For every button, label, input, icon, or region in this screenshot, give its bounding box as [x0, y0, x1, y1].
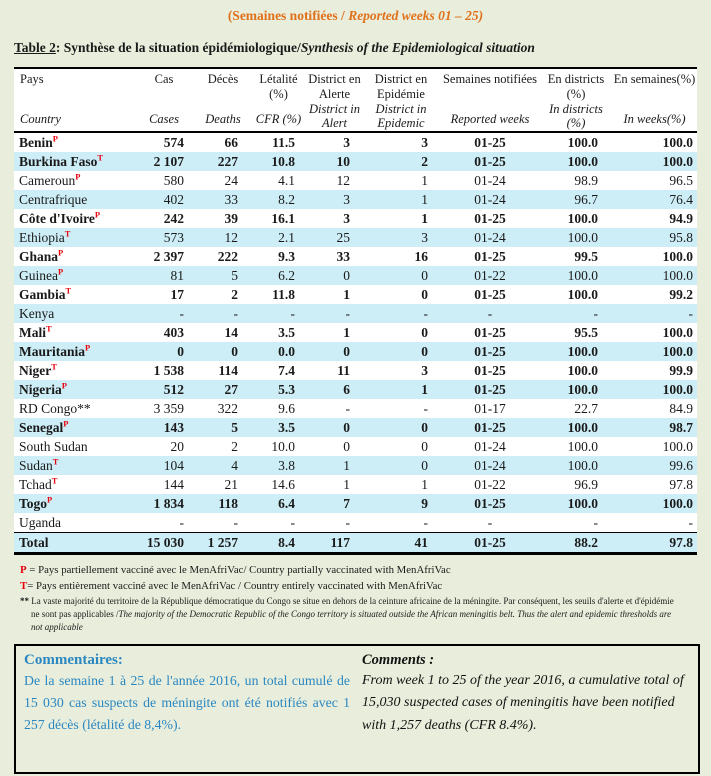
value-cell: 2 — [421, 154, 428, 169]
table-header — [14, 68, 697, 132]
column-header — [307, 68, 362, 132]
value-cell: 9.6 — [278, 401, 295, 416]
value-cell: 3 — [421, 363, 428, 378]
value-cell: 5 — [231, 268, 238, 283]
table-row — [14, 380, 697, 399]
value-cell: 01-24 — [474, 458, 506, 473]
country-name-cell: Centrafrique — [19, 192, 88, 207]
value-cell: - — [593, 306, 598, 321]
vaccination-status-mark: P — [75, 171, 81, 182]
column-header — [540, 68, 612, 132]
value-cell: 9.3 — [278, 249, 295, 264]
column-header — [132, 68, 196, 132]
country-name-cell: Senegal$^P$ — [19, 418, 69, 435]
column-header — [250, 68, 307, 132]
value-cell: 242 — [163, 211, 184, 226]
comments-title-en: Comments : — [362, 651, 435, 668]
country-name-cell: Mauritania$^P$ — [19, 342, 91, 359]
column-header-en: In districts (%) — [549, 101, 603, 131]
column-header — [196, 68, 250, 132]
value-cell: 01-22 — [474, 477, 506, 492]
value-cell: 84.9 — [669, 401, 693, 416]
value-cell: 01-25 — [474, 325, 506, 340]
table-row — [14, 475, 697, 494]
column-header-fr: District en Alerte — [308, 72, 361, 101]
table-row — [14, 209, 697, 228]
value-cell: 3 — [421, 230, 428, 245]
value-cell: 1 — [421, 477, 428, 492]
country-name-cell: RD Congo** — [19, 401, 91, 416]
value-cell: 100.0 — [567, 211, 598, 226]
value-cell: 01-25 — [474, 535, 506, 550]
value-cell: 10.8 — [271, 154, 295, 169]
value-cell: 98.9 — [574, 173, 598, 188]
value-cell: 100.0 — [662, 154, 693, 169]
value-cell: 5 — [231, 420, 238, 435]
value-cell: 1 — [343, 477, 350, 492]
comments-body-fr: De la semaine 1 à 25 de l'année 2016, un total cumulé de 15 030 cas suspects de méningite ont été notifiés avec 1 257 décès (létalité de 8,4%). — [24, 672, 350, 733]
value-cell: 100.0 — [567, 230, 598, 245]
footnote-entirely-vaccinated — [20, 578, 697, 594]
column-header-fr: Cas — [154, 72, 174, 86]
table-row — [14, 247, 697, 266]
country-name-cell: Tchad$^T$ — [19, 475, 58, 492]
country-name-cell: Ghana$^P$ — [19, 247, 64, 264]
value-cell: 01-22 — [474, 268, 506, 283]
value-cell: 100.0 — [567, 135, 598, 150]
epidemiological-table — [14, 67, 697, 555]
country-table-body — [14, 132, 697, 554]
value-cell: 0 — [177, 344, 184, 359]
value-cell: 10.0 — [271, 439, 295, 454]
value-cell: 0 — [421, 344, 428, 359]
total-row — [14, 533, 697, 554]
country-name-cell: Nigeria$^P$ — [19, 380, 67, 397]
footnote-p-sep: = — [26, 564, 39, 576]
value-cell: 118 — [218, 496, 238, 511]
table-row — [14, 152, 697, 171]
value-cell: 100.0 — [662, 249, 693, 264]
column-header — [362, 68, 440, 132]
vaccination-status-mark: P — [94, 209, 101, 220]
value-cell: 1 — [343, 458, 350, 473]
value-cell: 100.0 — [662, 439, 693, 454]
value-cell: 17 — [170, 287, 184, 302]
value-cell: 1 — [343, 325, 350, 340]
table-title-label: Table 2 — [14, 40, 56, 55]
column-header-en: District in Alert — [308, 101, 361, 131]
value-cell: 9 — [421, 496, 428, 511]
footnote-t-mark: T — [20, 580, 28, 593]
table-row — [14, 418, 697, 437]
comments-box — [14, 644, 700, 774]
value-cell: 4 — [231, 458, 238, 473]
value-cell: - — [423, 306, 428, 321]
value-cell: 97.8 — [669, 535, 693, 550]
value-cell: 1 — [343, 287, 350, 302]
value-cell: 100.0 — [662, 344, 693, 359]
value-cell: 21 — [224, 477, 238, 492]
value-cell: 1 538 — [153, 363, 184, 378]
value-cell: - — [233, 306, 238, 321]
value-cell: 3 359 — [153, 401, 184, 416]
table-row — [14, 361, 697, 380]
value-cell: 117 — [330, 535, 350, 550]
table-header-row — [14, 68, 697, 132]
column-header — [14, 68, 132, 132]
comments-body-en: From week 1 to 25 of the year 2016, a cumulative total of 15,030 suspected cases of meningitis have been notified with 1,257 deaths (CFR 8.4%). — [362, 672, 684, 733]
value-cell: 573 — [163, 230, 184, 245]
value-cell: 104 — [163, 458, 184, 473]
value-cell: 100.0 — [662, 268, 693, 283]
value-cell: 8.2 — [278, 192, 295, 207]
column-header-en: Cases — [149, 112, 179, 127]
value-cell: - — [423, 515, 428, 530]
value-cell: 01-24 — [474, 439, 506, 454]
value-cell: 01-25 — [474, 249, 506, 264]
value-cell: 3 — [343, 211, 350, 226]
vaccination-status-mark: P — [47, 494, 53, 505]
country-name-cell: Togo$^P$ — [19, 494, 53, 511]
value-cell: 20 — [170, 439, 184, 454]
table-row — [14, 190, 697, 209]
table-row — [14, 266, 697, 285]
value-cell: 01-24 — [474, 173, 506, 188]
value-cell: 580 — [163, 173, 184, 188]
table-row — [14, 171, 697, 190]
value-cell: 5.3 — [278, 382, 295, 397]
value-cell: 15 030 — [146, 535, 184, 550]
value-cell: 222 — [217, 249, 238, 264]
value-cell: 01-25 — [474, 135, 506, 150]
value-cell: 14.6 — [271, 477, 295, 492]
value-cell: 0 — [421, 268, 428, 283]
vaccination-status-mark: P — [85, 342, 91, 353]
value-cell: 99.2 — [669, 287, 693, 302]
value-cell: 100.0 — [567, 154, 598, 169]
table-row — [14, 437, 697, 456]
value-cell: 114 — [218, 363, 238, 378]
value-cell: 3.5 — [278, 325, 295, 340]
comments-english-column — [362, 652, 688, 766]
value-cell: - — [688, 306, 693, 321]
table-row — [14, 456, 697, 475]
value-cell: 0 — [421, 439, 428, 454]
value-cell: 41 — [414, 535, 428, 550]
value-cell: 100.0 — [567, 382, 598, 397]
value-cell: 6.4 — [278, 496, 295, 511]
comments-title-fr: Commentaires: — [24, 651, 123, 668]
value-cell: 11 — [337, 363, 350, 378]
value-cell: 144 — [163, 477, 184, 492]
value-cell: - — [290, 306, 295, 321]
value-cell: 402 — [163, 192, 184, 207]
value-cell: 4.1 — [278, 173, 295, 188]
table-row — [14, 285, 697, 304]
column-header-en: CFR (%) — [255, 112, 302, 127]
column-header-fr: Létalité (%) — [259, 72, 298, 101]
value-cell: 33 — [336, 249, 350, 264]
table-row — [14, 399, 697, 418]
value-cell: - — [233, 515, 238, 530]
value-cell: 2 — [231, 439, 238, 454]
value-cell: 100.0 — [567, 268, 598, 283]
value-cell: 0 — [343, 344, 350, 359]
value-cell: 1 — [421, 192, 428, 207]
value-cell: - — [423, 401, 428, 416]
value-cell: 3 — [343, 192, 350, 207]
value-cell: - — [345, 401, 350, 416]
value-cell: 01-25 — [474, 363, 506, 378]
vaccination-status-mark: T — [51, 475, 58, 486]
value-cell: - — [345, 515, 350, 530]
value-cell: 99.9 — [669, 363, 693, 378]
value-cell: 8.4 — [278, 535, 295, 550]
value-cell: 100.0 — [567, 496, 598, 511]
value-cell: 227 — [217, 154, 238, 169]
column-header-fr: En districts (%) — [547, 72, 605, 101]
value-cell: - — [593, 515, 598, 530]
value-cell: 0 — [421, 458, 428, 473]
value-cell: 0 — [231, 344, 238, 359]
table-title-fr: : Synthèse de la situation épidémiologique/ — [55, 40, 301, 55]
country-name-cell: Benin$^P$ — [19, 133, 58, 150]
country-name-cell: Uganda — [19, 515, 61, 530]
value-cell: 01-24 — [474, 230, 506, 245]
footnote-t-sep: = — [27, 580, 36, 593]
value-cell: 100.0 — [567, 344, 598, 359]
value-cell: 512 — [163, 382, 184, 397]
vaccination-status-mark: P — [57, 266, 64, 277]
country-name-cell: Guinea$^P$ — [19, 266, 64, 283]
footnote-star-fr: La vaste majorité du territoire de la République démocratique du Congo se situe en dehors de la ceinture africaine de la méningite. Par conséquent, les seuils d'alerte et d'épidémie ne sont pas applicables / — [29, 596, 674, 620]
value-cell: 99.5 — [574, 249, 598, 264]
country-name-cell: Cameroun$^P$ — [19, 171, 81, 188]
vaccination-status-mark: T — [52, 456, 59, 467]
value-cell: 96.9 — [574, 477, 598, 492]
table-row — [14, 342, 697, 361]
value-cell: 01-25 — [474, 420, 506, 435]
value-cell: 11.5 — [272, 135, 295, 150]
value-cell: - — [290, 515, 295, 530]
value-cell: 100.0 — [567, 420, 598, 435]
value-cell: 7 — [343, 496, 350, 511]
value-cell: 0.0 — [278, 344, 295, 359]
value-cell: 574 — [163, 135, 184, 150]
value-cell: 1 257 — [207, 535, 238, 550]
value-cell: 100.0 — [662, 325, 693, 340]
column-header-en: In weeks(%) — [623, 112, 686, 127]
column-header-fr: En semaines(%) — [613, 72, 696, 86]
country-name-cell: Gambia$^T$ — [19, 285, 72, 302]
reported-weeks-heading-fr: (Semaines notifiées / — [227, 8, 349, 23]
value-cell: 99.6 — [669, 458, 693, 473]
value-cell: 01-25 — [474, 154, 506, 169]
value-cell: 01-24 — [474, 192, 506, 207]
table-row — [14, 513, 697, 533]
vaccination-status-mark: P — [52, 133, 58, 144]
country-name-cell: Niger$^T$ — [19, 361, 57, 378]
value-cell: 10 — [336, 154, 350, 169]
footnote-star-mark: ** — [20, 596, 29, 607]
value-cell: 1 — [421, 173, 428, 188]
value-cell: - — [179, 515, 184, 530]
value-cell: 39 — [224, 211, 238, 226]
value-cell: 88.2 — [574, 535, 598, 550]
value-cell: 0 — [343, 420, 350, 435]
footnote-partially-vaccinated — [20, 562, 697, 578]
value-cell: 100.0 — [662, 382, 693, 397]
value-cell: 01-25 — [474, 344, 506, 359]
value-cell: 0 — [421, 325, 428, 340]
vaccination-status-mark: P — [63, 418, 69, 429]
column-header — [612, 68, 697, 132]
value-cell: 2.1 — [278, 230, 295, 245]
value-cell: 322 — [217, 401, 238, 416]
comments-french-column — [24, 652, 350, 766]
value-cell: 0 — [421, 287, 428, 302]
value-cell: - — [688, 515, 693, 530]
value-cell: 12 — [224, 230, 238, 245]
column-header-fr: Décès — [207, 72, 239, 86]
vaccination-status-mark: T — [65, 285, 72, 296]
table-title-en: Synthesis of the Epidemiological situation — [300, 40, 535, 55]
value-cell: 100.0 — [567, 458, 598, 473]
value-cell: 403 — [163, 325, 184, 340]
value-cell: 3.5 — [278, 420, 295, 435]
value-cell: 16.1 — [271, 211, 295, 226]
value-cell: 22.7 — [574, 401, 598, 416]
column-header-en: Country — [20, 112, 61, 127]
footnotes — [14, 562, 697, 635]
value-cell: - — [487, 306, 493, 321]
reported-weeks-heading — [14, 8, 697, 24]
value-cell: 0 — [421, 420, 428, 435]
value-cell: 1 834 — [153, 496, 184, 511]
value-cell: 0 — [343, 439, 350, 454]
table-row — [14, 323, 697, 342]
table-title — [14, 40, 697, 56]
value-cell: 1 — [421, 382, 428, 397]
value-cell: 14 — [224, 325, 238, 340]
value-cell: 100.0 — [567, 287, 598, 302]
country-name-cell: Mali$^T$ — [19, 323, 52, 340]
reported-weeks-heading-en: Reported weeks 01 – 25) — [348, 8, 484, 23]
footnote-rd-congo — [20, 595, 680, 634]
value-cell: 6.2 — [278, 268, 295, 283]
value-cell: 27 — [224, 382, 238, 397]
value-cell: 81 — [170, 268, 184, 283]
value-cell: 96.5 — [669, 173, 693, 188]
value-cell: 76.4 — [669, 192, 693, 207]
value-cell: 2 107 — [153, 154, 184, 169]
value-cell: 01-17 — [474, 401, 506, 416]
value-cell: 94.9 — [669, 211, 693, 226]
value-cell: 100.0 — [567, 363, 598, 378]
footnote-t-text: Pays entièrement vacciné avec le MenAfriVac / Country entirely vaccinated with MenAfriVac — [36, 580, 443, 593]
value-cell: 01-25 — [474, 211, 506, 226]
value-cell: 01-25 — [474, 287, 506, 302]
vaccination-status-mark: T — [64, 228, 71, 239]
value-cell: 100.0 — [662, 496, 693, 511]
value-cell: 25 — [336, 230, 350, 245]
value-cell: 66 — [224, 135, 238, 150]
column-header-fr: Pays — [20, 72, 44, 86]
country-name-cell: Kenya — [19, 306, 55, 321]
value-cell: 3 — [421, 135, 428, 150]
vaccination-status-mark: P — [58, 247, 64, 258]
table-row — [14, 494, 697, 513]
value-cell: 6 — [343, 382, 350, 397]
country-name-cell: Burkina Faso$^T$ — [19, 152, 104, 169]
value-cell: 12 — [336, 173, 350, 188]
footnote-p-text: Pays partiellement vacciné avec le MenAfriVac/ Country partially vaccinated with MenAfriVac — [38, 564, 451, 576]
value-cell: 1 — [421, 211, 428, 226]
country-name-cell: Côte d'Ivoire$^P$ — [19, 209, 101, 226]
country-name-cell: Sudan$^T$ — [19, 456, 59, 473]
value-cell: 98.7 — [669, 420, 693, 435]
table-row — [14, 132, 697, 152]
column-header-fr: District en Epidémie — [374, 72, 428, 101]
value-cell: 2 397 — [153, 249, 184, 264]
value-cell: 24 — [224, 173, 238, 188]
column-header-en: District in Epidemic — [375, 101, 427, 131]
country-name-cell: Total — [19, 535, 49, 550]
value-cell: - — [179, 306, 184, 321]
footnote-star-en: The majority of the Democratic Republic of the Congo territory is situated outside the African meningitis belt. Thus the alert and epidemic thresholds are not applicable — [31, 609, 672, 633]
value-cell: 16 — [414, 249, 428, 264]
table-row — [14, 228, 697, 247]
value-cell: 143 — [163, 420, 184, 435]
vaccination-status-mark: T — [97, 152, 104, 163]
value-cell: 11.8 — [272, 287, 295, 302]
value-cell: 7.4 — [278, 363, 295, 378]
value-cell: 0 — [343, 268, 350, 283]
value-cell: 97.8 — [669, 477, 693, 492]
value-cell: 100.0 — [567, 439, 598, 454]
country-name-cell: Ethiopia$^T$ — [19, 228, 71, 245]
column-header — [440, 68, 540, 132]
column-header-en: Reported weeks — [450, 112, 530, 127]
value-cell: - — [345, 306, 350, 321]
value-cell: 95.8 — [669, 230, 693, 245]
value-cell: 2 — [231, 287, 238, 302]
country-name-cell: South Sudan — [19, 439, 88, 454]
footnote-p-mark: P — [20, 564, 27, 576]
value-cell: 01-25 — [474, 382, 506, 397]
vaccination-status-mark: T — [46, 323, 52, 334]
value-cell: 95.5 — [574, 325, 598, 340]
vaccination-status-mark: P — [61, 380, 67, 391]
value-cell: 01-25 — [474, 496, 506, 511]
table-row — [14, 304, 697, 323]
column-header-fr: Semaines notifiées — [442, 72, 538, 86]
value-cell: 3 — [343, 135, 350, 150]
value-cell: 33 — [224, 192, 238, 207]
value-cell: 100.0 — [662, 135, 693, 150]
vaccination-status-mark: T — [51, 361, 57, 372]
value-cell: - — [487, 515, 493, 530]
value-cell: 96.7 — [574, 192, 598, 207]
value-cell: 3.8 — [278, 458, 295, 473]
column-header-en: Deaths — [205, 112, 241, 127]
